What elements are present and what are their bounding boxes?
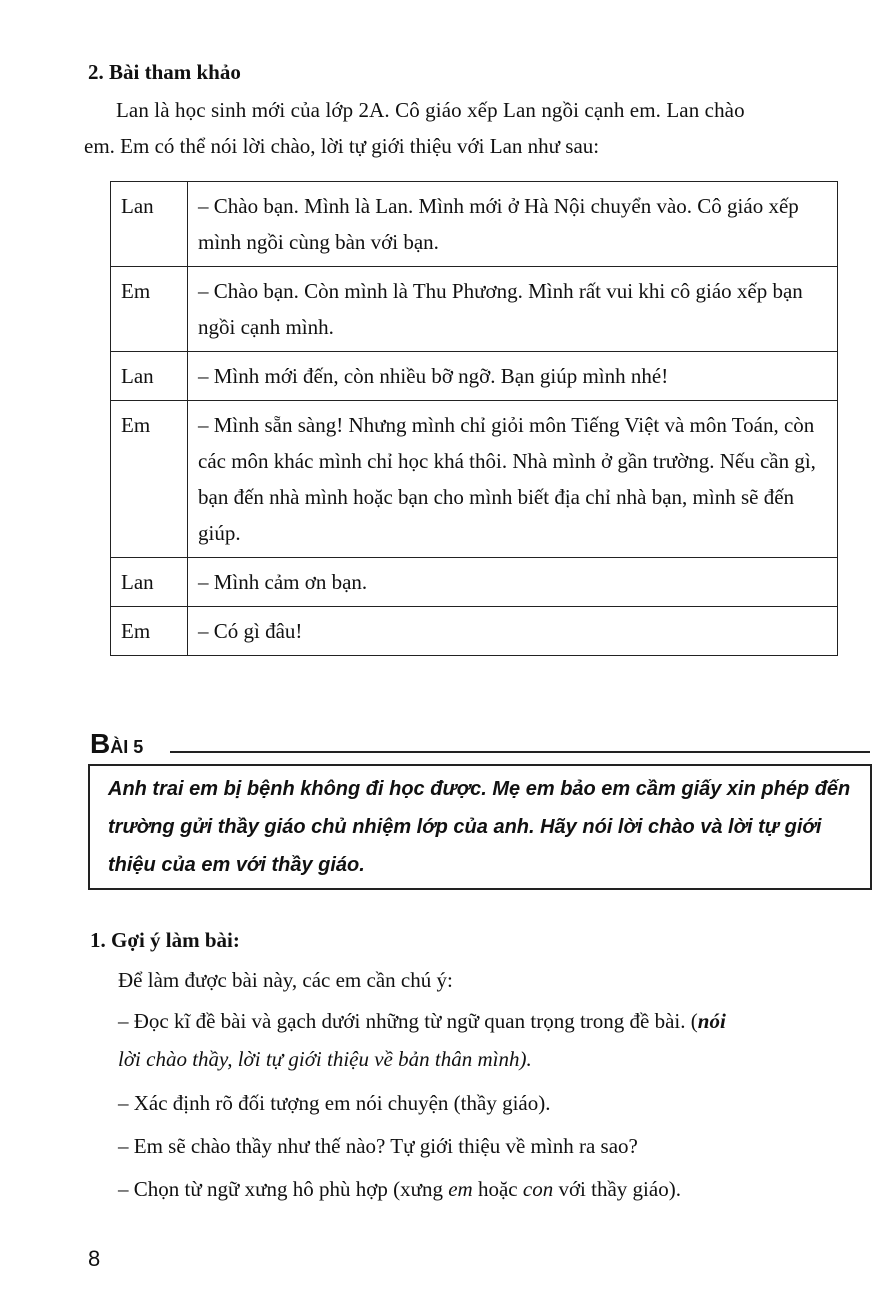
speaker-cell: Em <box>111 267 188 352</box>
table-row <box>111 558 838 607</box>
guide-item-3: – Em sẽ chào thầy như thế nào? Tự giới thiệu về mình ra sao? <box>118 1134 638 1158</box>
guide-item-1-cont: lời chào thầy, lời tự giới thiệu về bản thân mình). <box>118 1047 532 1071</box>
table-row <box>111 607 838 656</box>
guide-item-4-con: con <box>522 1177 554 1201</box>
exercise-heading <box>90 728 143 760</box>
speech-cell: – Mình mới đến, còn nhiều bỡ ngỡ. Bạn giúp mình nhé! <box>188 352 838 401</box>
heading-rule <box>170 751 870 753</box>
speech-cell: – Mình sẵn sàng! Nhưng mình chỉ giỏi môn Tiếng Việt và môn Toán, còn các môn khác mình chỉ học khá thôi. Nhà mình ở gần trường. Nếu cần gì, bạn đến nhà mình hoặc bạn cho mình biết địa chỉ nhà bạn, mình sẽ đến giúp. <box>188 401 838 558</box>
exercise-heading-initial: B <box>90 728 111 759</box>
guide-item-4-text: – Chọn từ ngữ xưng hô phù hợp (xưng <box>118 1177 449 1201</box>
speech-cell: – Chào bạn. Mình là Lan. Mình mới ở Hà Nội chuyển vào. Cô giáo xếp mình ngồi cùng bàn với bạn. <box>188 182 838 267</box>
guide-title: 1. Gợi ý làm bài: <box>90 928 240 952</box>
exercise-prompt: Anh trai em bị bệnh không đi học được. Mẹ em bảo em cầm giấy xin phép đến trường gửi thầy giáo chủ nhiệm lớp của anh. Hãy nói lời chào và lời tự giới thiệu của em với thầy giáo. <box>108 778 851 876</box>
speaker-cell: Lan <box>111 352 188 401</box>
intro-line-1: Lan là học sinh mới của lớp 2A. Cô giáo xếp Lan ngồi cạnh em. Lan chào <box>116 98 745 122</box>
page-number: 8 <box>88 1246 101 1271</box>
guide-item-2: – Xác định rõ đối tượng em nói chuyện (thầy giáo). <box>118 1091 551 1115</box>
speaker-cell: Lan <box>111 182 188 267</box>
guide-item-1-text: – Đọc kĩ đề bài và gạch dưới những từ ngữ quan trọng trong đề bài. ( <box>118 1009 698 1033</box>
dialogue-table <box>110 181 838 656</box>
table-row <box>111 182 838 267</box>
exercise-heading-rest: ÀI 5 <box>110 737 144 757</box>
guide-item-4-or: hoặc <box>472 1177 523 1201</box>
table-row <box>111 267 838 352</box>
speech-cell: – Mình cảm ơn bạn. <box>188 558 838 607</box>
guide-item-4 <box>118 1177 681 1202</box>
intro-line-2: em. Em có thể nói lời chào, lời tự giới thiệu với Lan như sau: <box>84 134 600 158</box>
speaker-cell: Em <box>111 401 188 558</box>
guide-item-4-end: với thầy giáo). <box>553 1177 681 1201</box>
guide-item-4-em: em <box>448 1177 473 1201</box>
speech-cell: – Có gì đâu! <box>188 607 838 656</box>
guide-item-1 <box>118 1009 726 1034</box>
exercise-prompt-box <box>88 764 872 890</box>
guide-item-1-emphasis: nói <box>697 1009 726 1033</box>
speaker-cell: Em <box>111 607 188 656</box>
section-title: 2. Bài tham khảo <box>88 60 241 84</box>
table-row <box>111 401 838 558</box>
speaker-cell: Lan <box>111 558 188 607</box>
speech-cell: – Chào bạn. Còn mình là Thu Phương. Mình rất vui khi cô giáo xếp bạn ngồi cạnh mình. <box>188 267 838 352</box>
guide-lead: Để làm được bài này, các em cần chú ý: <box>118 968 453 992</box>
table-row <box>111 352 838 401</box>
